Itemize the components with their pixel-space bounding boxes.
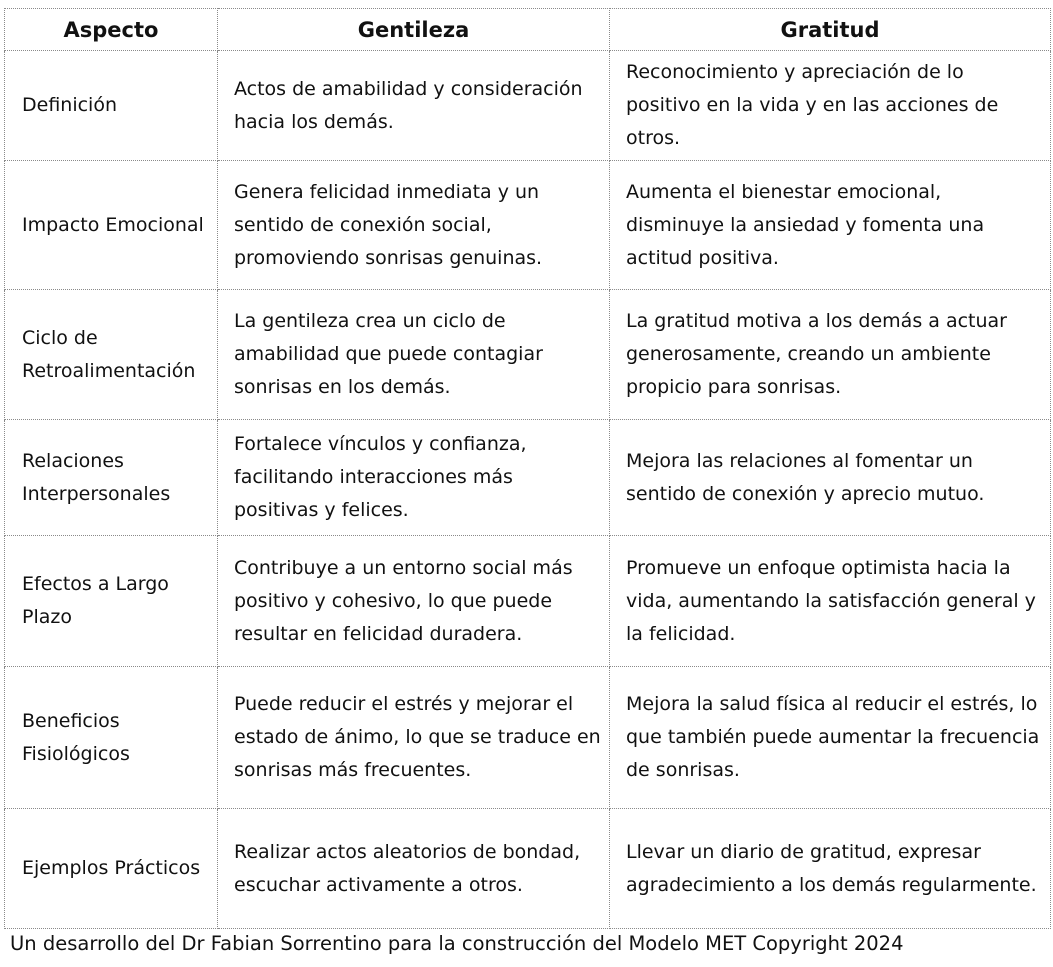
aspect-cell: Definición	[5, 51, 218, 161]
gratitud-cell: Llevar un diario de gratitud, expresar agradecimiento a los demás regularmente.	[610, 809, 1051, 929]
gratitud-cell: Mejora las relaciones al fomentar un sentido de conexión y aprecio mutuo.	[610, 420, 1051, 536]
aspect-cell: Efectos a Largo Plazo	[5, 536, 218, 667]
header-gentileza: Gentileza	[218, 9, 610, 51]
aspect-cell: Ejemplos Prácticos	[5, 809, 218, 929]
gentileza-cell: Fortalece vínculos y confianza, facilitando interacciones más positivas y felices.	[218, 420, 610, 536]
header-aspecto: Aspecto	[5, 9, 218, 51]
gentileza-cell: Realizar actos aleatorios de bondad, escuchar activamente a otros.	[218, 809, 610, 929]
table-row	[5, 161, 1051, 290]
gratitud-cell: Reconocimiento y apreciación de lo positivo en la vida y en las acciones de otros.	[610, 51, 1051, 161]
table-row	[5, 667, 1051, 809]
gentileza-cell: Puede reducir el estrés y mejorar el estado de ánimo, lo que se traduce en sonrisas más frecuentes.	[218, 667, 610, 809]
aspect-cell: Beneficios Fisiológicos	[5, 667, 218, 809]
table-row	[5, 809, 1051, 929]
gratitud-cell: La gratitud motiva a los demás a actuar generosamente, creando un ambiente propicio para sonrisas.	[610, 290, 1051, 420]
aspect-cell: Impacto Emocional	[5, 161, 218, 290]
gratitud-cell: Promueve un enfoque optimista hacia la vida, aumentando la satisfacción general y la felicidad.	[610, 536, 1051, 667]
aspect-cell: Relaciones Interpersonales	[5, 420, 218, 536]
header-gratitud: Gratitud	[610, 9, 1051, 51]
gentileza-cell: Contribuye a un entorno social más positivo y cohesivo, lo que puede resultar en felicidad duradera.	[218, 536, 610, 667]
table-row	[5, 420, 1051, 536]
header-row	[5, 9, 1051, 51]
gentileza-cell: La gentileza crea un ciclo de amabilidad que puede contagiar sonrisas en los demás.	[218, 290, 610, 420]
table-row	[5, 536, 1051, 667]
gratitud-cell: Aumenta el bienestar emocional, disminuye la ansiedad y fomenta una actitud positiva.	[610, 161, 1051, 290]
copyright-footer: Un desarrollo del Dr Fabian Sorrentino para la construcción del Modelo MET Copyright 2024	[10, 932, 904, 955]
gentileza-cell: Actos de amabilidad y consideración hacia los demás.	[218, 51, 610, 161]
gentileza-cell: Genera felicidad inmediata y un sentido de conexión social, promoviendo sonrisas genuinas.	[218, 161, 610, 290]
aspect-cell: Ciclo de Retroalimentación	[5, 290, 218, 420]
gratitud-cell: Mejora la salud física al reducir el estrés, lo que también puede aumentar la frecuencia de sonrisas.	[610, 667, 1051, 809]
table-row	[5, 290, 1051, 420]
comparison-table	[4, 8, 1051, 929]
table-row	[5, 51, 1051, 161]
